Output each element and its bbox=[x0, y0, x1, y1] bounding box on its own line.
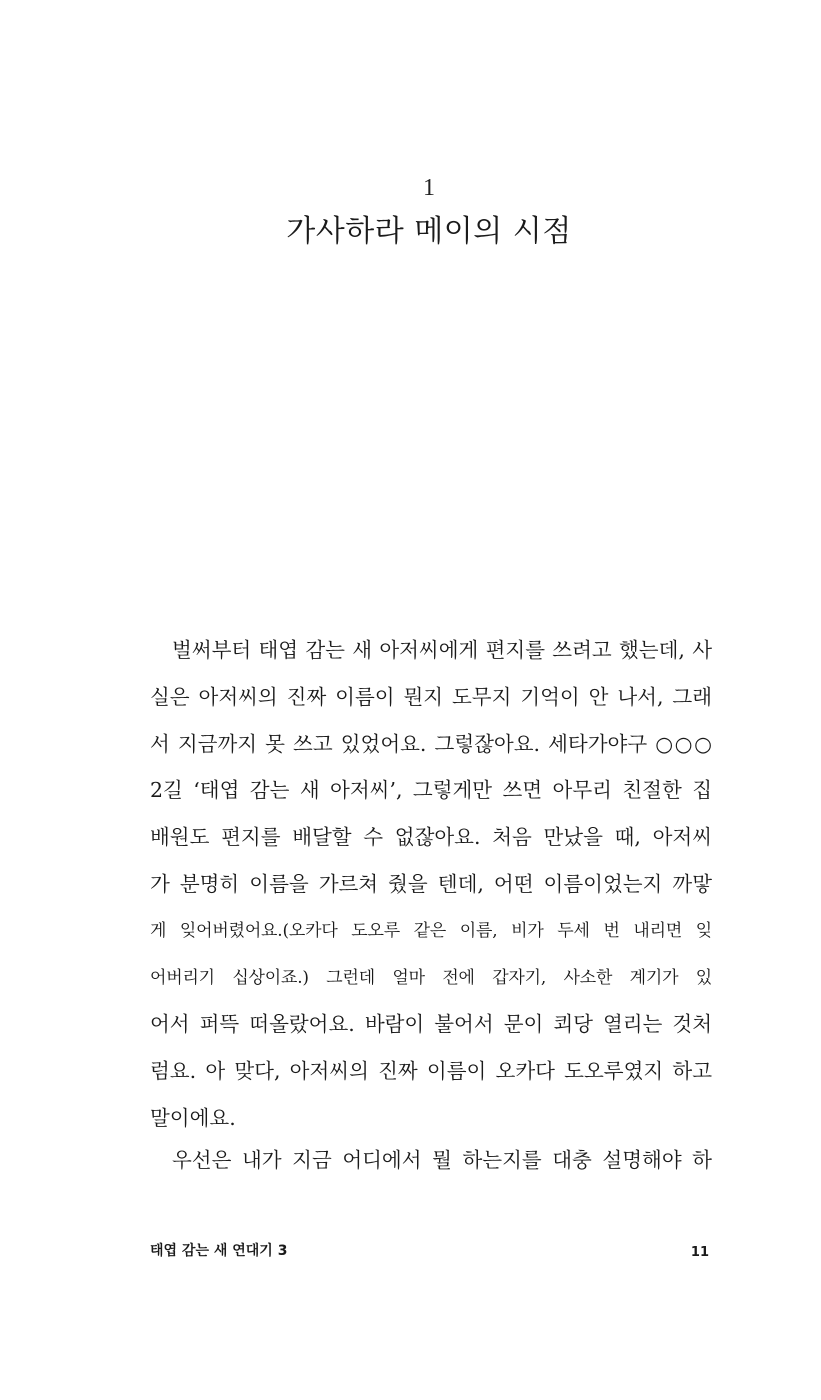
text-line: 게 잊어버렸어요.(오카다 도오루 같은 이름, 비가 두세 번 내리면 잊 bbox=[150, 920, 712, 941]
text-line: 어서 퍼뜩 떠올랐어요. 바람이 불어서 문이 쾨당 열리는 것처 bbox=[150, 1012, 712, 1037]
page-number: 11 bbox=[690, 1245, 709, 1260]
text-line: 우선은 내가 지금 어디에서 뭘 하는지를 대충 설명해야 하 bbox=[172, 1148, 712, 1172]
footer-book-title: 태엽 감는 새 연대기 3 bbox=[150, 1243, 288, 1259]
chapter-number: 1 bbox=[423, 175, 435, 201]
paragraph bbox=[150, 627, 712, 1142]
text-line: 가 분명히 이름을 가르쳐 줬을 텐데, 어떤 이름이었는지 까맣 bbox=[150, 871, 712, 896]
text-line: 럼요. 아 맞다, 아저씨의 진짜 이름이 오카다 도오루였지 하고 bbox=[150, 1059, 712, 1084]
paragraph bbox=[150, 1137, 712, 1184]
text-line: 어버리기 십상이죠.) 그런데 얼마 전에 갑자기, 사소한 계기가 있 bbox=[150, 967, 712, 988]
chapter-title: 가사하라 메이의 시점 bbox=[286, 214, 572, 249]
text-line: 서 지금까지 못 쓰고 있었어요. 그렇잖아요. 세타가야구 ○○○ bbox=[150, 731, 712, 756]
text-line: 실은 아저씨의 진짜 이름이 뭔지 도무지 기억이 안 나서, 그래 bbox=[150, 684, 712, 709]
text-line: 말이에요. bbox=[150, 1105, 236, 1130]
text-line: 배원도 편지를 배달할 수 없잖아요. 처음 만났을 때, 아저씨 bbox=[150, 825, 712, 850]
text-line: 벌써부터 태엽 감는 새 아저씨에게 편지를 쓰려고 했는데, 사 bbox=[172, 638, 712, 662]
text-line: 2길 ‘태엽 감는 새 아저씨’, 그렇게만 쓰면 아무리 친절한 집 bbox=[150, 778, 712, 803]
